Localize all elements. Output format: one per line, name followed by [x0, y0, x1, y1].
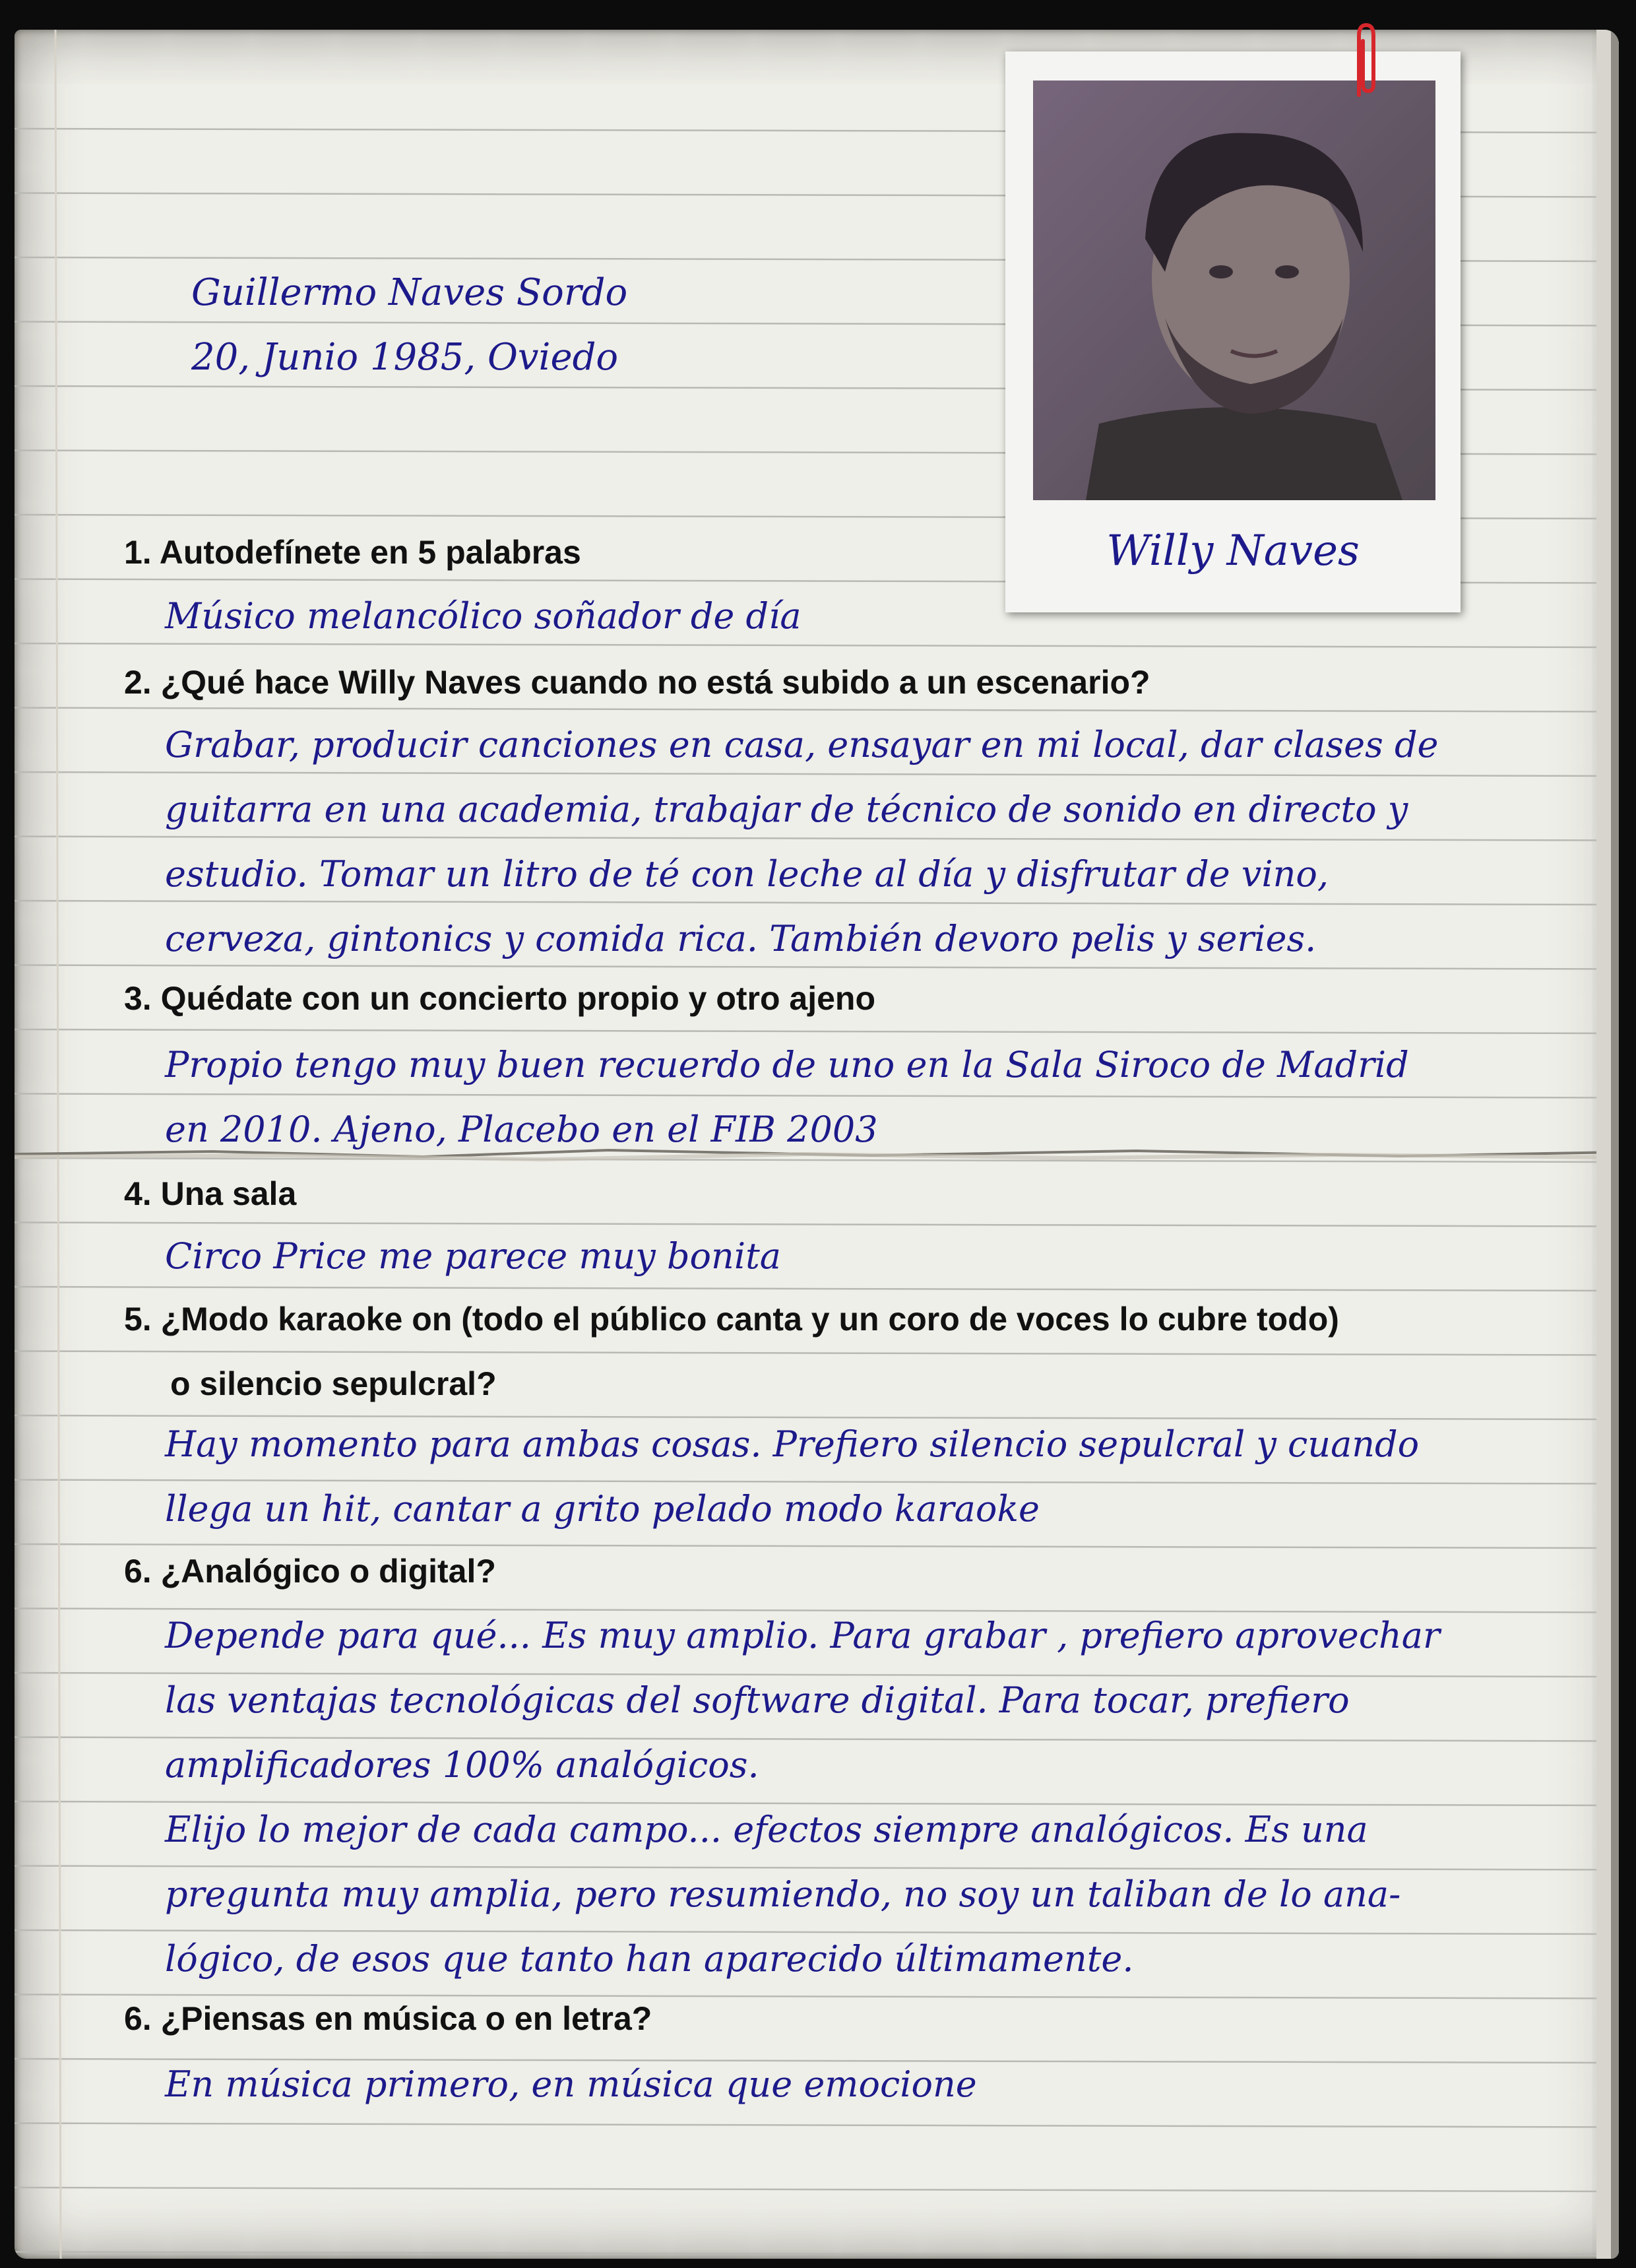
answer-line: Hay momento para ambas cosas. Prefiero silencio sepulcral y cuando	[165, 1423, 1420, 1465]
portrait-image	[1033, 81, 1435, 500]
answer-line: Grabar, producir canciones en casa, ensayar en mi local, dar clases de	[165, 724, 1439, 765]
answer-line: amplificadores 100% analógicos.	[165, 1744, 759, 1786]
answer-line: estudio. Tomar un litro de té con leche al día y disfrutar de vino,	[165, 853, 1329, 895]
answer-6	[165, 1604, 1440, 1992]
birth-date-place: 20, Junio 1985, Oviedo	[191, 336, 619, 379]
answer-line: En música primero, en música que emocione	[165, 2063, 977, 2105]
answer-line: Circo Price me parece muy bonita	[165, 1235, 782, 1277]
answer-line: cerveza, gintonics y comida rica. También devoro pelis y series.	[165, 918, 1317, 959]
answer-2	[165, 713, 1438, 971]
full-name: Guillermo Naves Sordo	[191, 271, 628, 314]
question-6: 6. ¿Analógico o digital?	[124, 1553, 496, 1590]
answer-line: pregunta muy amplia, pero resumiendo, no soy un taliban de lo ana-	[165, 1873, 1401, 1915]
author-header	[191, 261, 627, 390]
answer-5	[165, 1412, 1419, 1541]
answer-line: Propio tengo muy buen recuerdo de uno en la Sala Siroco de Madrid	[165, 1044, 1409, 1085]
answer-1	[165, 584, 802, 649]
question-4: 4. Una sala	[124, 1175, 297, 1212]
portrait-drawing	[1033, 81, 1435, 500]
answer-line: las ventajas tecnológicas del software digital. Para tocar, prefiero	[165, 1679, 1350, 1721]
paperclip-icon	[1348, 21, 1381, 100]
question-2: 2. ¿Qué hace Willy Naves cuando no está subido a un escenario?	[124, 664, 1150, 701]
answer-line: Músico melancólico soñador de día	[165, 595, 802, 637]
question-5-line-2: o silencio sepulcral?	[170, 1365, 497, 1402]
answer-line: Depende para qué... Es muy amplio. Para grabar , prefiero aprovechar	[165, 1615, 1440, 1656]
question-1: 1. Autodefínete en 5 palabras	[124, 534, 581, 571]
answer-7	[165, 2052, 977, 2117]
polaroid-photo	[1005, 51, 1461, 612]
question-5: 5. ¿Modo karaoke on (todo el público canta y un coro de voces lo cubre todo)	[124, 1301, 1339, 1338]
answer-line: en 2010. Ajeno, Placebo en el FIB 2003	[165, 1109, 878, 1150]
answer-3	[165, 1033, 1409, 1162]
question-3: 3. Quédate con un concierto propio y otro ajeno	[124, 980, 876, 1017]
answer-line: Elijo lo mejor de cada campo... efectos siempre analógicos. Es una	[165, 1809, 1368, 1850]
answer-line: lógico, de esos que tanto han aparecido últimamente.	[165, 1938, 1134, 1980]
answer-line: llega un hit, cantar a grito pelado modo karaoke	[165, 1488, 1040, 1530]
question-7: 6. ¿Piensas en música o en letra?	[124, 2000, 652, 2037]
photo-caption: Willy Naves	[1106, 527, 1360, 575]
answer-4	[165, 1224, 781, 1289]
answer-line: guitarra en una academia, trabajar de técnico de sonido en directo y	[165, 789, 1408, 830]
binding-edge	[1596, 30, 1619, 2259]
